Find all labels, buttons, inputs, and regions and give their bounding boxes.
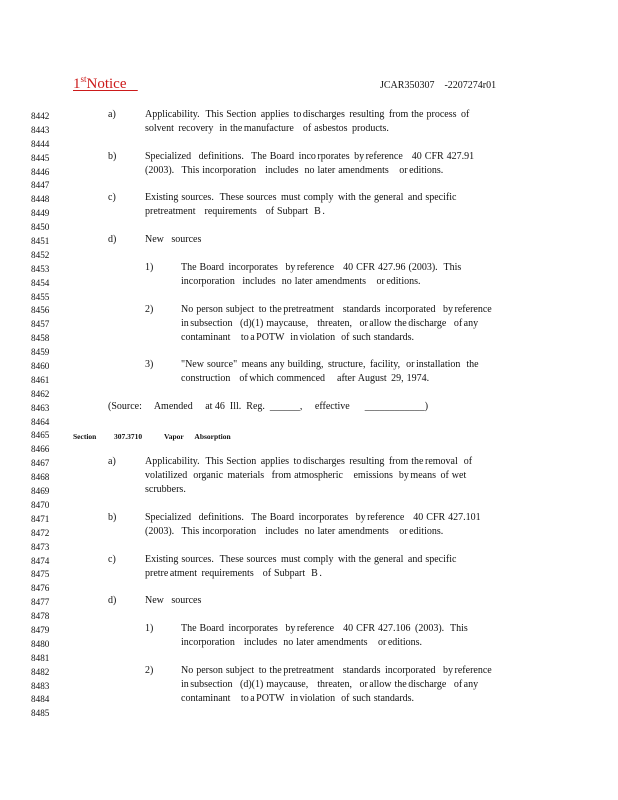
section-number: 307.3710 (114, 432, 143, 441)
line-number: 8460 (31, 361, 50, 372)
line-number: 8453 (31, 263, 50, 274)
line-number: 8469 (31, 486, 50, 497)
section-item-d-text: New sources (145, 595, 202, 606)
line-number: 8484 (31, 694, 50, 705)
line-number: 8465 (31, 430, 50, 441)
section-item-b-label: b) (108, 512, 117, 523)
line-number: 8444 (31, 138, 50, 149)
notice-superscript: st (80, 74, 87, 84)
item-c-text: Existing sources. These sources must comply with the general and specific pretreatment requirements of Subpart B . (145, 192, 457, 217)
line-number: 8450 (31, 222, 50, 233)
item-b-label: b) (108, 151, 117, 162)
line-number: 8461 (31, 374, 50, 385)
section-item-b-text: Specialized definitions. The Board incorporates by reference 40 CFR 427.101 (2003). This incorporation includes no later amendments or editions. (145, 512, 481, 537)
line-number: 8473 (31, 541, 50, 552)
line-number: 8457 (31, 319, 50, 330)
line-number: 8476 (31, 583, 50, 594)
line-number: 8483 (31, 680, 50, 691)
line-number: 8482 (31, 666, 50, 677)
line-number: 8452 (31, 249, 50, 260)
item-d1-label: 1) (145, 262, 154, 273)
section-item-a-text: Applicability. This Section applies to discharges resulting from the removal of volatilized organic materials from atmospheric emissions by means of wet scrubbers. (145, 456, 473, 495)
section-item-d2-label: 2) (145, 665, 154, 676)
item-d-label: d) (108, 234, 117, 245)
line-number: 8454 (31, 277, 50, 288)
line-number: 8475 (31, 569, 50, 580)
line-number: 8442 (31, 111, 50, 121)
item-d3-label: 3) (145, 359, 154, 370)
item-a-label: a) (108, 109, 116, 120)
line-number: 8459 (31, 347, 50, 358)
item-d3-text: "New source" means any building, structure, facility, or installation the construction of which commenced after August 29, 1974. (181, 359, 479, 384)
line-number: 8480 (31, 638, 50, 649)
line-number: 8478 (31, 611, 50, 622)
line-number: 8458 (31, 333, 50, 344)
line-number: 8471 (31, 513, 50, 524)
line-number: 8481 (31, 652, 50, 663)
line-number-column (31, 110, 49, 721)
item-d1-text: The Board incorporates by reference 40 CFR 427.96 (2003). This incorporation includes no later amendments or editions. (181, 262, 462, 287)
section-item-d-label: d) (108, 595, 117, 606)
line-number: 8445 (31, 152, 50, 163)
line-number: 8449 (31, 208, 50, 219)
item-b-text: Specialized definitions. The Board inco rporates by reference 40 CFR 427.91 (2003). This incorporation includes no later amendments or editions. (145, 151, 475, 176)
line-number: 8474 (31, 555, 50, 566)
line-number: 8443 (31, 124, 50, 135)
line-number: 8472 (31, 527, 50, 538)
line-number: 8479 (31, 624, 50, 635)
line-number: 8477 (31, 597, 50, 608)
line-number: 8468 (31, 472, 50, 483)
section-item-c-text: Existing sources. These sources must comply with the general and specific pretre atment requirements of Subpart B . (145, 554, 457, 579)
item-d2-label: 2) (145, 304, 154, 315)
notice-heading (73, 74, 138, 93)
line-number: 8446 (31, 166, 50, 177)
notice-number: 1 (73, 76, 81, 92)
section-item-d1-text: The Board incorporates by reference 40 CFR 427.106 (2003). This incorporation includes no later amendments or editions. (181, 623, 468, 648)
item-c-label: c) (108, 192, 116, 203)
document-code: JCAR350307 -2207274r01 (380, 80, 497, 91)
line-number: 8448 (31, 194, 50, 205)
line-number: 8447 (31, 180, 50, 191)
line-number: 8467 (31, 458, 50, 469)
item-d2-text: No person subject to the pretreatment standards incorporated by reference in subsection (d)(1) maycause, threaten, or allow the discharge of any contaminant to a POTW in violation of such standards. (181, 304, 492, 343)
section-title: Vapor Absorption (164, 432, 231, 441)
line-number: 8463 (31, 402, 50, 413)
section-item-d2-text: No person subject to the pretreatment standards incorporated by reference in subsection (d)(1) maycause, threaten, or allow the discharge of any contaminant to a POTW in violation of such standards. (181, 665, 492, 704)
line-number: 8485 (31, 708, 50, 719)
section-item-d1-label: 1) (145, 623, 154, 634)
line-number: 8470 (31, 499, 50, 510)
section-word: Section (73, 432, 97, 441)
item-d-text: New sources (145, 234, 202, 245)
line-number: 8466 (31, 444, 50, 455)
line-number: 8455 (31, 291, 50, 302)
item-a-text: Applicability. This Section applies to discharges resulting from the process of solvent recovery in the manufacture of asbestos products. (145, 109, 470, 134)
section-item-c-label: c) (108, 554, 116, 565)
line-number: 8456 (31, 305, 50, 316)
section-item-a-label: a) (108, 456, 116, 467)
line-number: 8464 (31, 416, 50, 427)
notice-word: Notice (86, 76, 127, 92)
line-number: 8451 (31, 236, 50, 247)
line-number: 8462 (31, 388, 50, 399)
source-note: (Source: Amended at 46 Ill. Reg. ______, effective ____________) (108, 401, 429, 412)
